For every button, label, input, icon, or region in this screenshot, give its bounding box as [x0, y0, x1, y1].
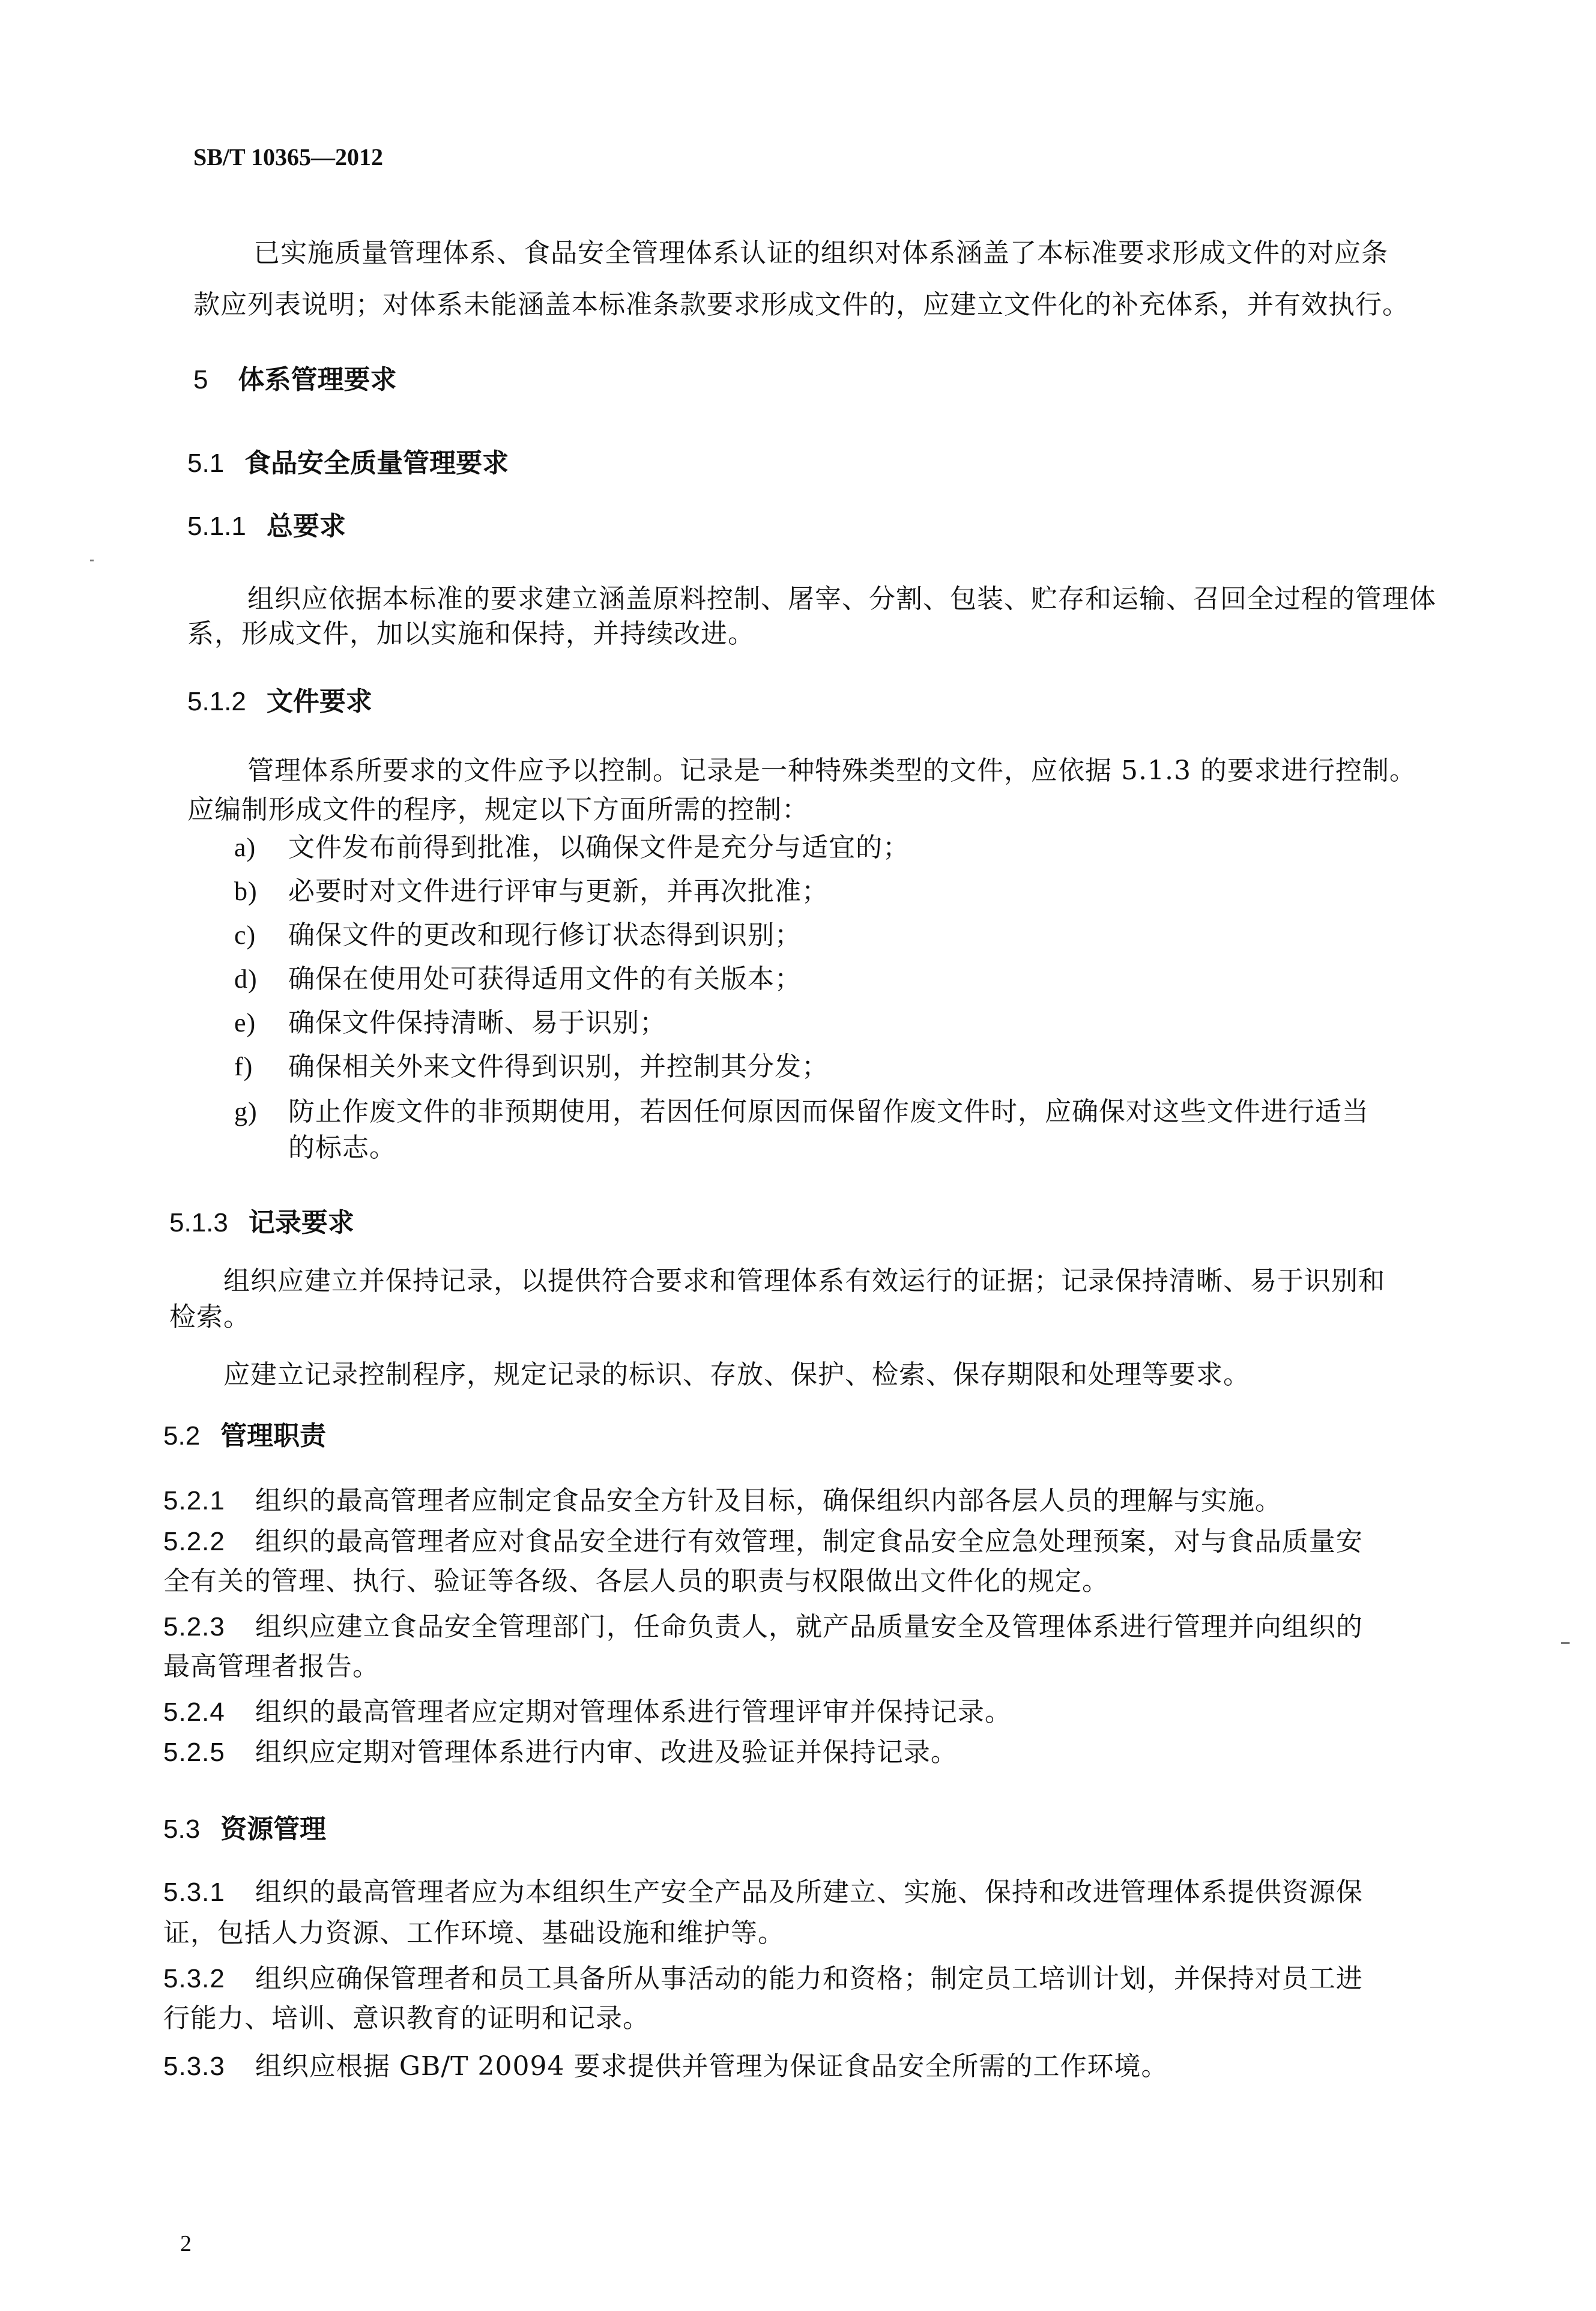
- list-text: 确保文件的更改和现行修订状态得到识别；: [288, 920, 802, 950]
- clause-text: 组织的最高管理者应为本组织生产安全产品及所建立、实施、保持和改进管理体系提供资源保: [255, 1877, 1363, 1908]
- clause-text: 组织应建立食品安全管理部门，任命负责人，就产品质量安全及管理体系进行管理并向组织的: [255, 1612, 1363, 1642]
- list-marker: d): [234, 964, 258, 994]
- clause-text: 组织的最高管理者应定期对管理体系进行管理评审并保持记录。: [255, 1697, 1012, 1727]
- clause-5-2-2: [163, 1526, 1363, 1557]
- clause-number: 5.2.4: [163, 1697, 225, 1727]
- clause-number: 5.2.5: [163, 1738, 225, 1767]
- list-item: [234, 966, 802, 992]
- clause-number: 5.2.3: [163, 1612, 225, 1642]
- list-marker: a): [234, 833, 256, 862]
- section-number: 5.1.2: [187, 687, 246, 716]
- list-text: 文件发布前得到批准，以确保文件是充分与适宜的；: [288, 832, 910, 863]
- list-marker: b): [234, 877, 258, 906]
- clause-number: 5.2.2: [163, 1527, 225, 1556]
- section-title: 资源管理: [220, 1814, 327, 1844]
- section-5-heading: [193, 358, 396, 396]
- clause-number: 5.2.1: [163, 1486, 225, 1515]
- clause-5-2-3-continuation: 最高管理者报告。: [163, 1651, 379, 1682]
- list-item-continuation: 的标志。: [288, 1132, 396, 1163]
- list-item: [234, 832, 910, 863]
- scan-artifact: [1561, 1642, 1570, 1644]
- clause-5-3-2: [163, 1963, 1363, 1994]
- clause-5-2-1: [163, 1485, 1282, 1516]
- list-marker: f): [234, 1052, 253, 1081]
- record-req-line-2: 检索。: [169, 1302, 250, 1332]
- list-text: 确保文件保持清晰、易于识别；: [288, 1007, 667, 1038]
- clause-text: 组织应定期对管理体系进行内审、改进及验证并保持记录。: [255, 1737, 958, 1768]
- clause-text: 组织应确保管理者和员工具备所从事活动的能力和资格；制定员工培训计划，并保持对员工进: [255, 1963, 1363, 1994]
- list-marker: g): [234, 1097, 258, 1126]
- section-title: 食品安全质量管理要求: [244, 448, 509, 479]
- section-5-2-heading: [163, 1414, 326, 1452]
- list-text: 确保相关外来文件得到识别，并控制其分发；: [288, 1051, 829, 1082]
- clause-text: 组织的最高管理者应对食品安全进行有效管理，制定食品安全应急处理预案，对与食品质量安: [255, 1526, 1363, 1557]
- scan-artifact: [90, 560, 94, 561]
- section-number: 5.2: [163, 1421, 201, 1451]
- list-item: [234, 1096, 1369, 1127]
- section-number: 5.1.3: [169, 1208, 228, 1237]
- page-number: 2: [180, 2231, 192, 2256]
- clause-5-3-1: [163, 1879, 1363, 1906]
- section-number: 5.1: [187, 449, 225, 478]
- intro-line-2: 款应列表说明；对体系未能涵盖本标准条款要求形成文件的，应建立文件化的补充体系，并有效执行。: [193, 289, 1409, 320]
- general-req-line-2: 系，形成文件，加以实施和保持，并持续改进。: [187, 618, 755, 649]
- clause-5-3-1-continuation: 证，包括人力资源、工作环境、基础设施和维护等。: [163, 1918, 785, 1948]
- clause-5-2-5: [163, 1739, 958, 1766]
- clause-number: 5.3.1: [163, 1877, 225, 1907]
- clause-5-2-4: [163, 1699, 1012, 1726]
- record-req-line-1: 组织应建立并保持记录，以提供符合要求和管理体系有效运行的证据；记录保持清晰、易于识别和: [223, 1266, 1385, 1296]
- clause-5-3-3: [163, 2053, 1168, 2080]
- section-5-3-heading: [163, 1807, 326, 1846]
- section-5-1-heading: [187, 441, 509, 480]
- section-title: 体系管理要求: [238, 364, 397, 395]
- clause-number: 5.3.2: [163, 1964, 225, 1993]
- standard-code-header: SB/T 10365—2012: [193, 143, 383, 171]
- clause-5-2-3: [163, 1614, 1363, 1640]
- general-req-line-1: 组织应依据本标准的要求建立涵盖原料控制、屠宰、分割、包装、贮存和运输、召回全过程的管理体: [247, 584, 1436, 614]
- list-text: 确保在使用处可获得适用文件的有关版本；: [288, 964, 802, 994]
- intro-line-1: 已实施质量管理体系、食品安全管理体系认证的组织对体系涵盖了本标准要求形成文件的对应条: [253, 238, 1388, 268]
- list-text: 防止作废文件的非预期使用，若因任何原因而保留作废文件时，应确保对这些文件进行适当: [288, 1096, 1369, 1127]
- section-title: 管理职责: [220, 1421, 327, 1451]
- list-item: [234, 1051, 829, 1082]
- list-marker: c): [234, 920, 256, 950]
- section-5-1-1-heading: [187, 504, 346, 543]
- list-item: [234, 922, 802, 949]
- section-number: 5.1.1: [187, 512, 246, 541]
- clause-5-2-2-continuation: 全有关的管理、执行、验证等各级、各层人员的职责与权限做出文件化的规定。: [163, 1566, 1109, 1597]
- list-text: 必要时对文件进行评审与更新，并再次批准；: [288, 876, 829, 907]
- record-req-line-3: 应建立记录控制程序，规定记录的标识、存放、保护、检索、保存期限和处理等要求。: [223, 1359, 1250, 1390]
- list-item: [234, 1007, 667, 1038]
- doc-req-line-1: 管理体系所要求的文件应予以控制。记录是一种特殊类型的文件，应依据 5.1.3 的要求进行控制。: [247, 755, 1416, 786]
- doc-req-line-2: 应编制形成文件的程序，规定以下方面所需的控制：: [187, 794, 809, 825]
- section-title: 文件要求: [266, 686, 372, 717]
- section-number: 5: [193, 365, 208, 394]
- list-item: [234, 878, 829, 905]
- section-5-1-2-heading: [187, 680, 372, 718]
- clause-text: 组织的最高管理者应制定食品安全方针及目标，确保组织内部各层人员的理解与实施。: [255, 1485, 1282, 1516]
- list-marker: e): [234, 1008, 256, 1038]
- section-5-1-3-heading: [169, 1201, 354, 1239]
- clause-text: 组织应根据 GB/T 20094 要求提供并管理为保证食品安全所需的工作环境。: [255, 2051, 1168, 2082]
- clause-number: 5.3.3: [163, 2052, 225, 2081]
- clause-5-3-2-continuation: 行能力、培训、意识教育的证明和记录。: [163, 2003, 650, 2034]
- section-number: 5.3: [163, 1814, 201, 1844]
- section-title: 总要求: [266, 511, 346, 542]
- section-title: 记录要求: [248, 1207, 354, 1238]
